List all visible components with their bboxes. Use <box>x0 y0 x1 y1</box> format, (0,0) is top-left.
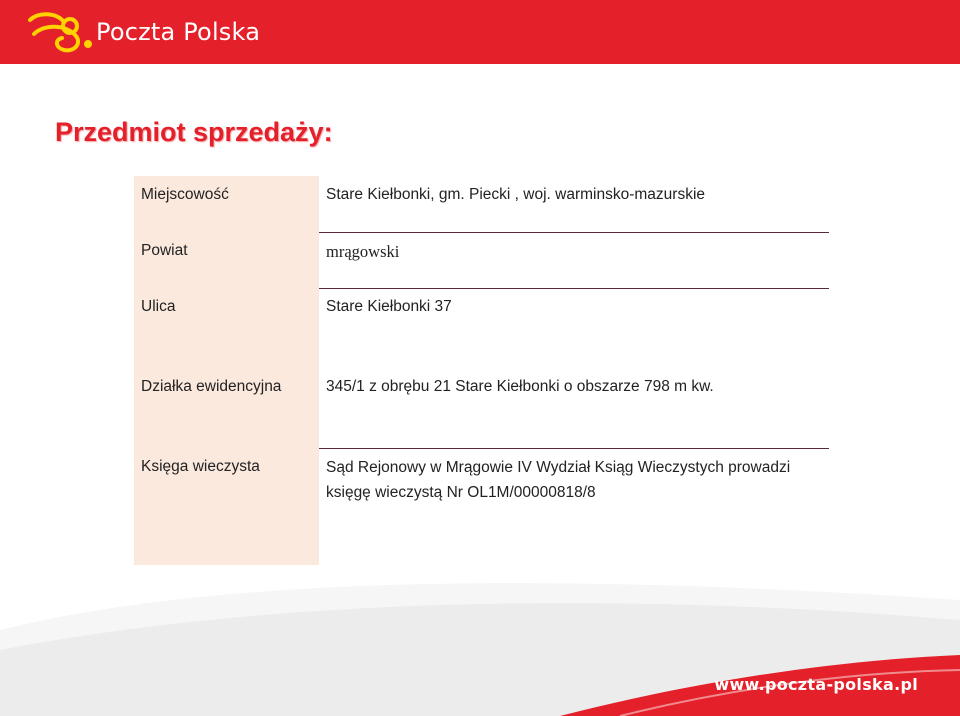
value-ulica: Stare Kiełbonki 37 <box>326 298 452 315</box>
label-ulica: Ulica <box>141 298 176 315</box>
brand-name: Poczta Polska <box>96 18 261 46</box>
label-miejscowosc: Miejscowość <box>141 186 229 203</box>
label-dzialka: Działka ewidencyjna <box>141 378 282 395</box>
page-title: Przedmiot sprzedaży: <box>55 117 333 147</box>
posthorn-logo-icon <box>26 10 96 54</box>
label-ksiega: Księga wieczysta <box>141 458 260 475</box>
value-ksiega-line2: księgę wieczystą Nr OL1M/00000818/8 <box>326 484 596 501</box>
row-divider <box>319 288 829 289</box>
row-divider <box>319 232 829 233</box>
value-ksiega-line1: Sąd Rejonowy w Mrągowie IV Wydział Ksiąg Wieczystych prowadzi <box>326 459 791 476</box>
label-powiat: Powiat <box>141 242 188 259</box>
header-bar <box>0 0 960 64</box>
value-miejscowosc: Stare Kiełbonki, gm. Piecki , woj. warminsko-mazurskie <box>326 186 706 203</box>
footer-url[interactable]: www.poczta-polska.pl <box>714 675 918 694</box>
label-column <box>134 176 319 565</box>
value-powiat: mrągowski <box>326 242 400 261</box>
value-dzialka: 345/1 z obrębu 21 Stare Kiełbonki o obszarze 798 m kw. <box>326 378 714 395</box>
row-divider <box>319 448 829 449</box>
